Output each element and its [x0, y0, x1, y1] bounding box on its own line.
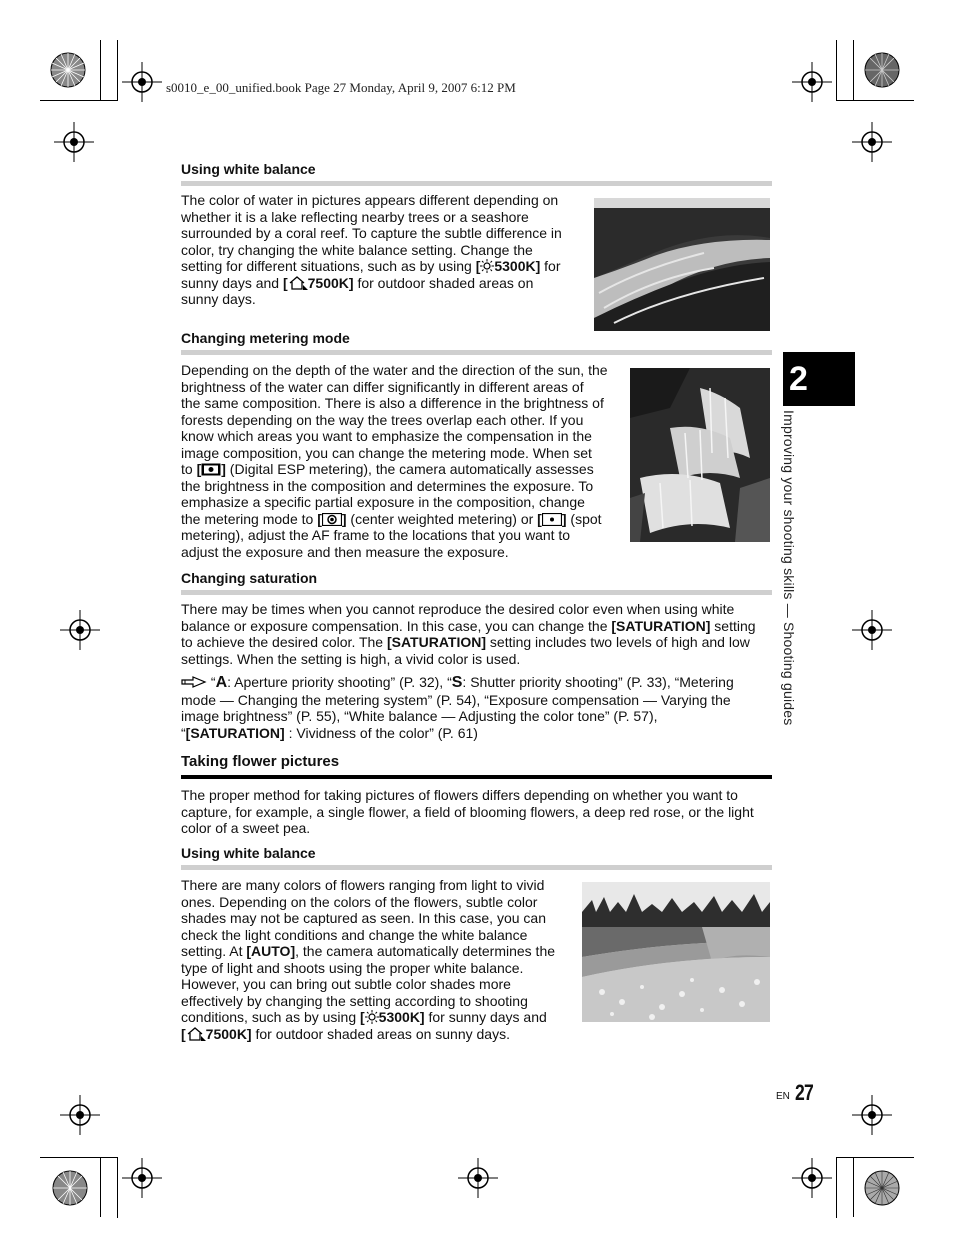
bold-text: [ — [196, 461, 202, 477]
registration-mark-icon — [792, 1158, 832, 1198]
bold-text: [SATURATION] — [611, 617, 711, 634]
section-title-flower: Taking flower pictures — [181, 753, 340, 770]
text-line — [181, 511, 621, 528]
text-line — [181, 943, 576, 960]
text-span: sunny days and — [181, 274, 283, 291]
registration-mark-icon — [852, 122, 892, 162]
text-span: : Shutter priority shooting” (P. 33), “Metering — [462, 674, 734, 690]
text-line — [181, 634, 776, 651]
text-line — [181, 1009, 576, 1026]
text-line: ones. Depending on the colors of the flowers, subtle color — [181, 893, 538, 910]
waterfall-photo — [630, 368, 770, 542]
text-line: However, you can bring out subtle color shades more — [181, 976, 511, 992]
saturation-paragraph — [181, 601, 776, 667]
text-line: There are many colors of flowers ranging from light to vivid — [181, 877, 545, 893]
print-wheel-icon — [864, 52, 900, 88]
text-line — [181, 1026, 576, 1043]
bold-text: 7500K] — [205, 1025, 252, 1042]
text-line: the same composition. There is also a difference in the brightness of — [181, 395, 604, 411]
section-title-white-balance-flowers: Using white balance — [181, 845, 316, 861]
text-line: There may be times when you cannot reproduce the desired color even when using white — [181, 601, 735, 617]
text-line: the brightness in the composition and determines the exposure. To — [181, 477, 594, 494]
shade-icon — [288, 276, 308, 290]
text-span: conditions, such as by using — [181, 1009, 360, 1025]
section-divider — [181, 590, 772, 595]
text-span: : Vividness of the color” (P. 61) — [284, 724, 478, 741]
trim-line — [100, 40, 101, 100]
bold-text: [ — [282, 274, 288, 291]
text-line — [181, 618, 776, 635]
text-line: The proper method for taking pictures of flowers differs depending on whether you want to — [181, 787, 738, 803]
trim-line — [836, 100, 914, 101]
sun-icon — [365, 1010, 379, 1024]
mode-letter: S — [451, 674, 463, 691]
chapter-tab: 2 — [783, 352, 855, 406]
bold-text: ] — [561, 510, 567, 527]
trim-line — [117, 40, 118, 101]
text-line — [181, 674, 776, 692]
text-line: capture, for example, a single flower, a field of blooming flowers, a deep red rose, or the light — [181, 803, 754, 820]
text-span: : Aperture priority shooting” (P. 32), “ — [227, 674, 452, 690]
section-divider — [181, 865, 772, 870]
text-line: metering), adjust the AF frame to the locations that you want to — [181, 527, 571, 543]
text-line: sunny days. — [181, 291, 256, 307]
center-weighted-icon — [322, 513, 342, 526]
text-line: effectively by changing the setting according to shooting — [181, 992, 528, 1009]
bold-text: [AUTO] — [246, 943, 296, 959]
trim-line — [853, 40, 854, 100]
text-span: “ — [181, 724, 186, 741]
trim-line — [117, 1157, 118, 1218]
esp-metering-icon — [201, 463, 221, 476]
bold-text: ] — [221, 461, 226, 477]
text-line: surrounded by a coral reef. To capture the subtle difference in — [181, 225, 562, 241]
text-span: for outdoor shaded areas on sunny days. — [251, 1025, 510, 1042]
print-wheel-icon — [52, 1170, 88, 1206]
text-line: mode — Changing the metering system” (P. 54), “Exposure compensation — Varying the — [181, 691, 731, 708]
trim-line — [40, 1157, 118, 1158]
seashore-photo — [594, 198, 770, 331]
section-divider — [181, 181, 772, 186]
text-line: adjust the exposure and then measure the exposure. — [181, 543, 509, 560]
bold-text: 5300K] — [494, 258, 541, 274]
print-wheel-icon — [50, 52, 86, 88]
text-span: for — [540, 258, 561, 274]
bold-text: [SATURATION] — [185, 724, 285, 741]
section-divider-main — [181, 775, 772, 779]
bold-text: [ — [181, 1025, 186, 1042]
bold-text: [ — [360, 1009, 365, 1025]
trim-line — [853, 1157, 854, 1217]
section-title-saturation: Changing saturation — [181, 570, 318, 586]
shade-icon — [186, 1027, 206, 1041]
registration-mark-icon — [458, 1158, 498, 1198]
text-line: image composition, you can change the metering mode. When set — [181, 444, 592, 461]
text-line: color, try changing the white balance setting. Change the — [181, 241, 533, 258]
text-line — [181, 725, 776, 742]
text-line: shades may not be captured as seen. In this case, you can — [181, 910, 546, 926]
text-span: setting for different situations, such as by using — [181, 258, 476, 274]
registration-mark-icon — [122, 62, 162, 102]
chapter-side-label: Improving your shooting skills — Shooting guides — [781, 410, 797, 726]
text-span: (spot — [566, 510, 602, 527]
flower-field-photo — [582, 882, 770, 1022]
trim-line — [100, 1157, 101, 1217]
flower-paragraph — [181, 787, 776, 837]
bold-text: 5300K] — [378, 1009, 425, 1025]
spot-metering-icon — [542, 513, 562, 526]
registration-mark-icon — [852, 610, 892, 650]
bold-text: [ — [475, 258, 481, 274]
text-span: (center weighted metering) or — [346, 510, 538, 527]
registration-mark-icon — [54, 122, 94, 162]
page-number: 27 — [795, 1080, 813, 1105]
text-line — [181, 258, 581, 275]
bold-text: [ — [537, 510, 542, 527]
text-span: the metering mode to — [181, 510, 318, 527]
text-span: “ — [207, 674, 216, 690]
text-span: to achieve the desired color. The — [181, 634, 387, 650]
text-span: for sunny days and — [424, 1009, 547, 1025]
text-line: settings. When the setting is high, a vivid color is used. — [181, 650, 521, 667]
reference-hand-icon — [181, 676, 207, 689]
text-line — [181, 461, 621, 478]
trim-line — [836, 1157, 914, 1158]
bold-text: ] — [341, 510, 347, 527]
text-line: whether it is a lake reflecting nearby trees or a seashore — [181, 208, 529, 225]
bold-text: [ — [317, 510, 322, 527]
trim-line — [836, 40, 837, 101]
trim-line — [40, 100, 118, 101]
section-divider — [181, 350, 772, 355]
text-line: emphasize a specific partial exposure in the composition, change — [181, 494, 585, 510]
metering-paragraph — [181, 362, 621, 560]
flower-white-balance-paragraph — [181, 877, 576, 1042]
registration-mark-icon — [122, 1158, 162, 1198]
text-span: for outdoor shaded areas on — [353, 274, 534, 291]
text-line: color of a sweet pea. — [181, 820, 311, 836]
text-line: brightness of the water can differ significantly in different areas of — [181, 378, 584, 395]
sun-icon — [480, 259, 494, 273]
text-line: Depending on the depth of the water and the direction of the sun, the — [181, 362, 608, 378]
text-span: setting includes two levels of high and low — [486, 634, 750, 650]
registration-mark-icon — [792, 62, 832, 102]
mode-letter: A — [215, 674, 228, 691]
text-span: , the camera automatically determines the — [295, 943, 556, 959]
text-line: image brightness” (P. 55), “White balance — Adjusting the color tone” (P. 57), — [181, 708, 658, 724]
registration-mark-icon — [60, 610, 100, 650]
language-label: EN — [776, 1091, 790, 1102]
text-line: type of light and shoots using the proper white balance. — [181, 959, 524, 976]
reference-paragraph — [181, 674, 776, 741]
text-span: setting — [710, 617, 756, 634]
text-line: check the light conditions and change the white balance — [181, 926, 528, 943]
registration-mark-icon — [60, 1095, 100, 1135]
text-line: know which areas you want to emphasize the compensation in the — [181, 428, 592, 444]
text-line: forests depending on the way the trees overlap each other. If you — [181, 411, 584, 428]
registration-mark-icon — [852, 1095, 892, 1135]
section-title-white-balance: Using white balance — [181, 161, 316, 177]
text-span: setting. At — [181, 943, 247, 959]
print-wheel-icon — [864, 1170, 900, 1206]
text-span: balance or exposure compensation. In this case, you can change the — [181, 617, 612, 634]
text-span: (Digital ESP metering), the camera automatically assesses — [225, 461, 594, 477]
text-line — [181, 275, 581, 292]
bold-text: [SATURATION] — [386, 634, 487, 650]
text-span: to — [181, 461, 197, 477]
section-title-metering: Changing metering mode — [181, 330, 350, 346]
file-info-header: s0010_e_00_unified.book Page 27 Monday, April 9, 2007 6:12 PM — [166, 80, 516, 95]
white-balance-paragraph — [181, 192, 581, 308]
bold-text: 7500K] — [307, 274, 354, 291]
trim-line — [836, 1157, 837, 1218]
text-line: The color of water in pictures appears different depending on — [181, 192, 559, 208]
